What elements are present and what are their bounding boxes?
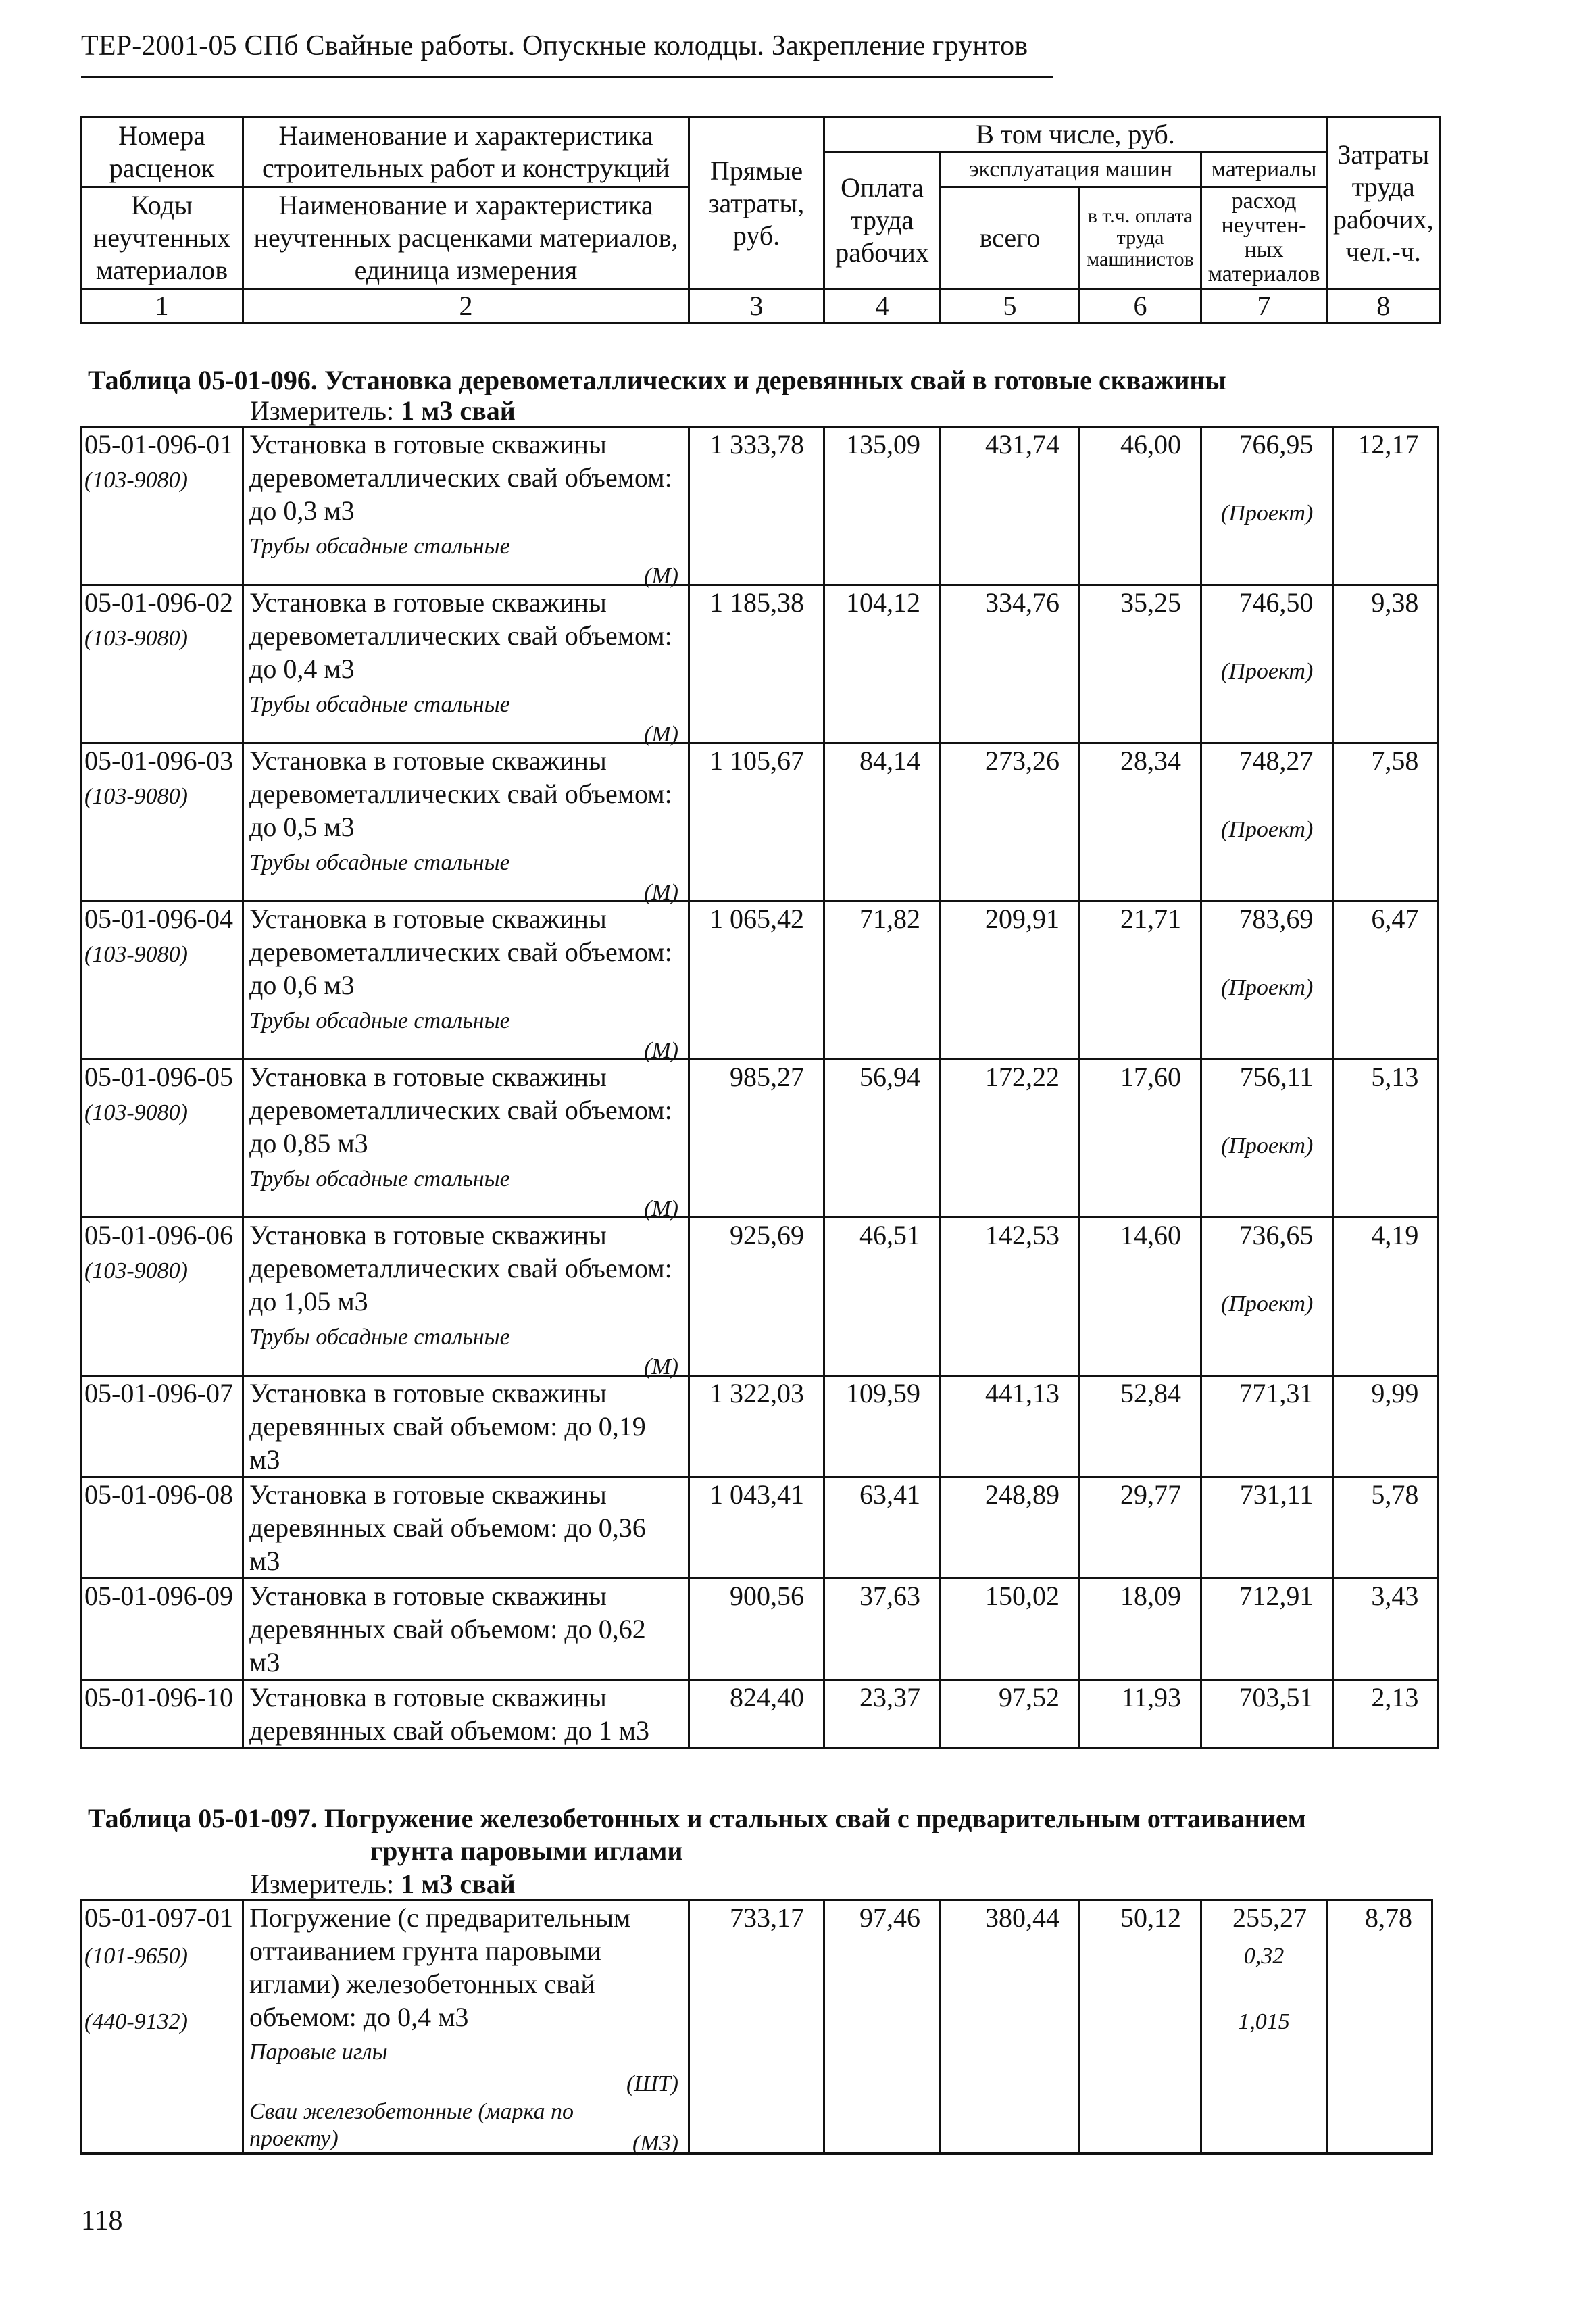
labor-pay: 37,63 (859, 1581, 920, 1611)
work-name-line: деревометаллических свай объемом: (249, 779, 672, 809)
material-code: (103-9080) (84, 1100, 188, 1125)
rate-code: 05-01-096-01 (84, 429, 233, 460)
labor-hours: 6,47 (1371, 904, 1419, 934)
work-name-cell (243, 1680, 689, 1748)
work-name-line: деревометаллических свай объемом: (249, 937, 672, 967)
work-name-line: Погружение (с предварительным (249, 1902, 631, 1933)
labor-hours: 2,13 (1371, 1682, 1419, 1713)
machinists-pay-cell (1080, 743, 1201, 902)
direct-costs: 1 065,42 (709, 904, 804, 934)
labor-hours: 9,99 (1371, 1378, 1419, 1408)
direct-costs: 1 185,38 (709, 587, 804, 618)
materials-cost-cell (1201, 743, 1333, 902)
materials-cost: 756,11 (1239, 1062, 1314, 1092)
work-name-cell (243, 1477, 689, 1579)
machines-total-cell (941, 1477, 1080, 1579)
labor-hours-cell (1333, 1218, 1439, 1376)
labor-pay-cell (824, 1477, 941, 1579)
material-code: (103-9080) (84, 1258, 188, 1283)
direct-costs: 1 105,67 (709, 745, 804, 776)
labor-pay-cell (824, 1900, 941, 2154)
labor-hours-cell (1333, 427, 1439, 585)
materials-cost: 731,11 (1239, 1479, 1314, 1510)
material-code: (103-9080) (84, 626, 188, 651)
work-name-cell (243, 585, 689, 747)
col-header-machinists-pay: в т.ч. оплата труда машинистов (1080, 187, 1201, 289)
work-name-line: деревянных свай объемом: до 0,36 (249, 1512, 646, 1543)
labor-pay-cell (824, 585, 941, 743)
labor-hours: 5,13 (1371, 1062, 1419, 1092)
labor-hours-cell (1333, 902, 1439, 1060)
direct-costs-cell (689, 585, 824, 743)
work-name-cell (243, 1376, 689, 1477)
material-code: (103-9080) (84, 784, 188, 809)
machinists-pay-cell (1080, 585, 1201, 743)
rate-code-cell (81, 1218, 243, 1376)
labor-hours: 8,78 (1365, 1902, 1412, 1933)
direct-costs-cell (689, 1218, 824, 1376)
work-name-line: Установка в готовые скважины (249, 904, 607, 934)
direct-costs: 900,56 (730, 1581, 804, 1611)
material-qty: (Проект) (1221, 975, 1314, 1000)
labor-hours: 5,78 (1371, 1479, 1419, 1510)
direct-costs-cell (689, 1477, 824, 1579)
machines-total: 441,13 (985, 1378, 1059, 1408)
materials-cost: 766,95 (1239, 429, 1314, 460)
col-number: 4 (824, 289, 941, 324)
material-name-text: Трубы обсадные стальные (249, 1325, 510, 1350)
labor-hours-cell (1333, 1376, 1439, 1477)
rate-code: 05-01-096-07 (84, 1378, 233, 1408)
work-name-line: оттаиванием грунта паровыми (249, 1936, 601, 1966)
labor-hours-cell (1333, 1477, 1439, 1579)
labor-hours-cell (1333, 1579, 1439, 1680)
material-name-text: Трубы обсадные стальные (249, 850, 510, 875)
materials-cost-cell (1201, 1680, 1333, 1748)
table-097-caption-line1: Таблица 05-01-097. Погружение железобетонных и стальных свай с предварительным оттаиванием (88, 1803, 1306, 1833)
machinists-pay-cell (1080, 1477, 1201, 1579)
work-name-cell (243, 427, 689, 589)
direct-costs: 985,27 (730, 1062, 804, 1092)
labor-pay: 63,41 (859, 1479, 920, 1510)
material-qty: 1,015 (1238, 2009, 1290, 2034)
table-row (81, 427, 1439, 585)
machines-total: 334,76 (985, 587, 1059, 618)
col-header-machines-total: всего (941, 187, 1080, 289)
col-header-labor-pay: Оплата труда рабочих (824, 152, 941, 289)
work-name-cell (243, 902, 689, 1063)
material-qty: (Проект) (1221, 1291, 1314, 1316)
table-row (81, 902, 1439, 1060)
labor-hours-cell (1333, 743, 1439, 902)
table-row (81, 1579, 1439, 1680)
material-qty: 0,32 (1243, 1944, 1285, 1969)
material-qty: (Проект) (1221, 659, 1314, 684)
material-code: (103-9080) (84, 942, 188, 967)
direct-costs-cell (689, 743, 824, 902)
material-name (249, 688, 682, 747)
work-name-line: Установка в готовые скважины (249, 1682, 607, 1713)
materials-cost: 748,27 (1239, 745, 1314, 776)
material-name (249, 1004, 682, 1063)
work-name-line: объемом: до 0,4 м3 (249, 2002, 469, 2032)
materials-cost: 746,50 (1239, 587, 1314, 618)
work-name-line: Установка в готовые скважины (249, 745, 607, 776)
material-name (249, 2039, 682, 2096)
machines-total: 273,26 (985, 745, 1059, 776)
work-name-line: Установка в готовые скважины (249, 429, 607, 460)
table-097-measure (250, 1868, 516, 1900)
labor-pay: 109,59 (846, 1378, 920, 1408)
material-code: (440-9132) (84, 2009, 188, 2034)
direct-costs: 925,69 (730, 1220, 804, 1250)
col-number: 6 (1080, 289, 1201, 324)
labor-pay-cell (824, 1218, 941, 1376)
work-name-line: Установка в готовые скважины (249, 1479, 607, 1510)
material-name-text: Трубы обсадные стальные (249, 692, 510, 717)
direct-costs: 733,17 (730, 1902, 804, 1933)
table-row (81, 743, 1439, 902)
rate-code-cell (81, 427, 243, 585)
col-number: 5 (941, 289, 1080, 324)
table-096-measure (250, 395, 516, 426)
labor-pay-cell (824, 902, 941, 1060)
material-name-text: Паровые иглы (249, 2040, 388, 2065)
table-097-caption-line2: грунта паровыми иглами (370, 1836, 683, 1866)
direct-costs-cell (689, 902, 824, 1060)
machinists-pay-cell (1080, 1579, 1201, 1680)
page-header: ТЕР-2001-05 СПб Свайные работы. Опускные колодцы. Закрепление грунтов (81, 30, 1028, 61)
col-header-materials: материалы (1201, 152, 1327, 187)
material-code: (103-9080) (84, 468, 188, 493)
machines-total-cell (941, 1060, 1080, 1218)
work-name-cell (243, 1579, 689, 1680)
column-header-table (80, 116, 1441, 324)
rate-code: 05-01-096-03 (84, 745, 233, 776)
material-name (249, 846, 682, 905)
measure-label: Измеритель: (250, 395, 395, 426)
work-name-cell (243, 1060, 689, 1221)
machinists-pay-cell (1080, 1900, 1201, 2154)
table-097 (80, 1899, 1433, 2155)
materials-cost: 783,69 (1239, 904, 1314, 934)
machinists-pay-cell (1080, 427, 1201, 585)
machines-total: 150,02 (985, 1581, 1059, 1611)
work-name-line: деревянных свай объемом: до 0,19 (249, 1411, 646, 1442)
work-name-line: Установка в готовые скважины (249, 587, 607, 618)
materials-cost: 255,27 (1232, 1902, 1307, 1933)
work-name-line: м3 (249, 1546, 280, 1576)
material-unit: (М) (644, 722, 678, 747)
col-number: 2 (243, 289, 689, 324)
material-name (249, 1162, 682, 1221)
machines-total: 97,52 (999, 1682, 1059, 1713)
work-name-line: деревометаллических свай объемом: (249, 1095, 672, 1125)
materials-cost-cell (1201, 427, 1333, 585)
direct-costs: 1 322,03 (709, 1378, 804, 1408)
labor-hours: 7,58 (1371, 745, 1419, 776)
labor-pay-cell (824, 1680, 941, 1748)
machines-total: 431,74 (985, 429, 1059, 460)
col-number: 8 (1327, 289, 1441, 324)
work-name-cell (243, 1900, 689, 2154)
table-row (81, 1477, 1439, 1579)
labor-hours-cell (1333, 585, 1439, 743)
labor-pay-cell (824, 743, 941, 902)
labor-pay: 71,82 (859, 904, 920, 934)
direct-costs-cell (689, 1680, 824, 1748)
labor-pay: 56,94 (859, 1062, 920, 1092)
page-number: 118 (81, 2205, 123, 2236)
measure-value: 1 м3 свай (401, 395, 516, 426)
machinists-pay: 35,25 (1120, 587, 1181, 618)
materials-cost: 736,65 (1239, 1220, 1314, 1250)
table-row (81, 1680, 1439, 1748)
rate-code-cell (81, 1680, 243, 1748)
work-name-line: до 0,5 м3 (249, 812, 355, 842)
direct-costs-cell (689, 1579, 824, 1680)
material-code: (101-9650) (84, 1944, 188, 1969)
labor-hours-cell (1327, 1900, 1432, 2154)
col-header-material-codes: Коды неучтенных материалов (81, 187, 243, 289)
table-row (81, 1900, 1432, 2154)
col-number: 7 (1201, 289, 1327, 324)
machinists-pay: 14,60 (1120, 1220, 1181, 1250)
col-header-unaccounted-materials: расход неучтен-ных материалов (1201, 187, 1327, 289)
machines-total-cell (941, 1680, 1080, 1748)
col-number: 3 (689, 289, 824, 324)
work-name-line: деревянных свай объемом: до 1 м3 (249, 1715, 650, 1746)
machinists-pay: 18,09 (1120, 1581, 1181, 1611)
machines-total: 142,53 (985, 1220, 1059, 1250)
material-unit: (М3) (632, 2131, 678, 2156)
labor-hours-cell (1333, 1060, 1439, 1218)
material-name-text: Трубы обсадные стальные (249, 1166, 510, 1191)
rate-code-cell (81, 902, 243, 1060)
col-header-work-name: Наименование и характеристика строительных работ и конструкций (243, 118, 689, 187)
rate-code-cell (81, 1900, 243, 2154)
material-qty: (Проект) (1221, 501, 1314, 526)
material-name-text: Сваи железобетонные (марка по проекту) (249, 2099, 574, 2151)
work-name-cell (243, 743, 689, 905)
machines-total: 172,22 (985, 1062, 1059, 1092)
direct-costs-cell (689, 1060, 824, 1218)
col-header-labor-hours: Затраты труда рабочих, чел.-ч. (1327, 118, 1441, 289)
rate-code-cell (81, 1579, 243, 1680)
material-unit: (М) (644, 1354, 678, 1379)
rate-code-cell (81, 585, 243, 743)
materials-cost-cell (1201, 1376, 1333, 1477)
machines-total-cell (941, 743, 1080, 902)
material-unit: (ШТ) (626, 2071, 678, 2096)
direct-costs-cell (689, 1376, 824, 1477)
machines-total-cell (941, 902, 1080, 1060)
machines-total: 380,44 (985, 1902, 1059, 1933)
materials-cost: 703,51 (1239, 1682, 1314, 1713)
machines-total-cell (941, 1900, 1080, 2154)
rate-code: 05-01-096-05 (84, 1062, 233, 1092)
material-unit: (М) (644, 880, 678, 905)
machinists-pay-cell (1080, 1680, 1201, 1748)
table-row (81, 1060, 1439, 1218)
table-row (81, 585, 1439, 743)
labor-pay-cell (824, 1579, 941, 1680)
work-name-line: м3 (249, 1444, 280, 1475)
col-header-including: В том числе, руб. (824, 118, 1327, 152)
table-row (81, 1376, 1439, 1477)
materials-cost-cell (1201, 1477, 1333, 1579)
labor-pay: 84,14 (859, 745, 920, 776)
labor-pay-cell (824, 1376, 941, 1477)
machinists-pay: 29,77 (1120, 1479, 1181, 1510)
work-name-line: м3 (249, 1647, 280, 1677)
materials-cost-cell (1201, 1218, 1333, 1376)
labor-hours: 12,17 (1357, 429, 1419, 460)
labor-pay: 46,51 (859, 1220, 920, 1250)
machinists-pay-cell (1080, 902, 1201, 1060)
materials-cost-cell (1201, 1900, 1327, 2154)
material-unit: (М) (644, 1196, 678, 1221)
rate-code: 05-01-096-10 (84, 1682, 233, 1713)
direct-costs: 824,40 (730, 1682, 804, 1713)
machinists-pay: 17,60 (1120, 1062, 1181, 1092)
work-name-line: Установка в готовые скважины (249, 1062, 607, 1092)
work-name-line: до 1,05 м3 (249, 1286, 368, 1316)
machinists-pay: 11,93 (1121, 1682, 1181, 1713)
table-row (81, 1218, 1439, 1376)
machinists-pay: 28,34 (1120, 745, 1181, 776)
rate-code: 05-01-096-08 (84, 1479, 233, 1510)
work-name-line: деревометаллических свай объемом: (249, 1253, 672, 1283)
machines-total-cell (941, 427, 1080, 585)
spacer (84, 2038, 236, 2059)
labor-pay: 135,09 (846, 429, 920, 460)
work-name-line: иглами) железобетонных свай (249, 1969, 595, 1999)
machines-total-cell (941, 585, 1080, 743)
material-unit: (М) (644, 1038, 678, 1063)
machinists-pay: 50,12 (1120, 1902, 1181, 1933)
rate-code: 05-01-096-09 (84, 1581, 233, 1611)
materials-cost-cell (1201, 585, 1333, 743)
work-name-line: до 0,6 м3 (249, 970, 355, 1000)
work-name-line: деревометаллических свай объемом: (249, 620, 672, 651)
material-unit: (М) (644, 564, 678, 589)
work-name-line: деревометаллических свай объемом: (249, 462, 672, 493)
materials-cost-cell (1201, 1579, 1333, 1680)
table-096 (80, 426, 1439, 1749)
machines-total-cell (941, 1218, 1080, 1376)
materials-cost: 712,91 (1239, 1581, 1314, 1611)
materials-cost: 771,31 (1239, 1378, 1314, 1408)
material-qty: (Проект) (1221, 1133, 1314, 1158)
work-name-line: до 0,3 м3 (249, 495, 355, 526)
rate-code-cell (81, 1060, 243, 1218)
work-name-line: до 0,4 м3 (249, 654, 355, 684)
work-name-line: Установка в готовые скважины (249, 1220, 607, 1250)
rate-code: 05-01-097-01 (84, 1902, 233, 1933)
rate-code-cell (81, 1477, 243, 1579)
col-number: 1 (81, 289, 243, 324)
material-name-text: Трубы обсадные стальные (249, 534, 510, 559)
work-name-line: деревянных свай объемом: до 0,62 (249, 1614, 646, 1644)
rate-code-cell (81, 743, 243, 902)
direct-costs: 1 333,78 (709, 429, 804, 460)
rate-code: 05-01-096-06 (84, 1220, 233, 1250)
materials-cost-cell (1201, 1060, 1333, 1218)
col-header-direct-costs: Прямые затраты, руб. (689, 118, 824, 289)
labor-hours: 9,38 (1371, 587, 1419, 618)
material-name (249, 1321, 682, 1379)
machines-total-cell (941, 1376, 1080, 1477)
machinists-pay: 52,84 (1120, 1378, 1181, 1408)
machines-total: 209,91 (985, 904, 1059, 934)
measure-value: 1 м3 свай (401, 1869, 516, 1899)
labor-pay: 104,12 (846, 587, 920, 618)
material-name-text: Трубы обсадные стальные (249, 1008, 510, 1033)
col-header-codes: Номера расценок (81, 118, 243, 187)
work-name-line: Установка в готовые скважины (249, 1581, 607, 1611)
material-name (249, 2098, 682, 2156)
labor-hours: 3,43 (1371, 1581, 1419, 1611)
col-header-machines: эксплуатация машин (941, 152, 1201, 187)
col-header-material-names: Наименование и характеристика неучтенных расценками материалов, единица измерения (243, 187, 689, 289)
labor-pay: 23,37 (859, 1682, 920, 1713)
measure-label: Измеритель: (250, 1869, 395, 1899)
labor-pay-cell (824, 427, 941, 585)
machinists-pay-cell (1080, 1060, 1201, 1218)
labor-hours: 4,19 (1371, 1220, 1419, 1250)
direct-costs-cell (689, 427, 824, 585)
rate-code: 05-01-096-02 (84, 587, 233, 618)
work-name-line: Установка в готовые скважины (249, 1378, 607, 1408)
direct-costs-cell (689, 1900, 824, 2154)
machinists-pay-cell (1080, 1376, 1201, 1477)
labor-pay-cell (824, 1060, 941, 1218)
machinists-pay: 46,00 (1120, 429, 1181, 460)
rate-code-cell (81, 1376, 243, 1477)
machines-total-cell (941, 1579, 1080, 1680)
machinists-pay: 21,71 (1120, 904, 1181, 934)
machines-total: 248,89 (985, 1479, 1059, 1510)
direct-costs: 1 043,41 (709, 1479, 804, 1510)
material-name (249, 530, 682, 589)
material-qty: (Проект) (1221, 817, 1314, 842)
work-name-line: до 0,85 м3 (249, 1128, 368, 1158)
header-rule (81, 76, 1053, 78)
materials-cost-cell (1201, 902, 1333, 1060)
machinists-pay-cell (1080, 1218, 1201, 1376)
labor-pay: 97,46 (859, 1902, 920, 1933)
labor-hours-cell (1333, 1680, 1439, 1748)
table-096-caption: Таблица 05-01-096. Установка деревометаллических и деревянных свай в готовые скважины (88, 365, 1226, 395)
work-name-cell (243, 1218, 689, 1379)
rate-code: 05-01-096-04 (84, 904, 233, 934)
